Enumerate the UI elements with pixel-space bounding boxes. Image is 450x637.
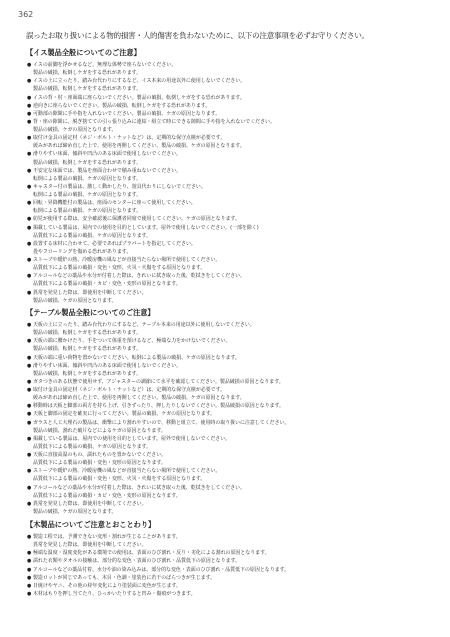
notice-line: キャスター付の製品は、激しく動かしたり、遊具代わりにしないでください。 (33, 183, 206, 190)
bullet-icon: ● (27, 354, 32, 361)
notice-subline: 転倒による製品の破損、ケガの原因となります。 (33, 175, 142, 182)
notice-item (26, 566, 431, 574)
bullet-icon: ● (27, 411, 32, 418)
notice-line: 天板と脚部の固定を確実に行ってください。製品の破損、ケガの原因となります。 (33, 411, 216, 418)
notice-item (26, 419, 431, 435)
notice-item (26, 337, 431, 353)
notice-subline: 品質低下による製品の破損・変色・変形の原因となります。 (33, 460, 166, 467)
page-number: 362 (18, 10, 34, 19)
notice-subline: 品質低下による製品の破損・カビ・変色・変形の原因となります。 (33, 281, 181, 288)
notice-line: イスの前脚を浮かせるなど、無理な体勢で座らないでください。 (33, 62, 177, 68)
notice-line: 取付け金具の固定材（ネジ・ボルト・ナットなど）は、定期的な保守点検が必要です。 (33, 135, 226, 142)
notice-line: アルコールなどの薬品や水分が付着した際は、きれいに拭き取った後、乾拭きをしてください。 (33, 273, 246, 280)
notice-subline: 製品の破損、割れた破片などによるケガの原因となります。 (33, 427, 166, 434)
notice-item (26, 590, 431, 598)
bullet-icon: ● (27, 590, 32, 597)
bullet-icon: ● (27, 582, 32, 589)
notice-subline: 品質低下による製品の破損・カビ・変色・変形の原因となります。 (33, 492, 181, 499)
bullet-icon: ● (27, 257, 32, 263)
bullet-icon: ● (27, 566, 32, 573)
bullet-icon: ● (27, 216, 32, 223)
section-title: 【テーブル製品全般についてのご注意】 (26, 308, 155, 317)
notice-line: アルコールなどの薬品や水分が付着した際は、きれいに拭き取った後、乾拭きをしてください。 (33, 484, 246, 491)
bullet-icon: ● (27, 240, 32, 247)
bullet-icon: ● (27, 322, 32, 328)
notice-subline: 異常を発見した際は、即使用を中断してください。 (33, 542, 147, 549)
bullet-icon: ● (27, 289, 32, 296)
bullet-icon: ● (27, 362, 32, 369)
notice-line: 紡児が使用する際は、安全確認後に保護者同席で使用してください。ケガの原因となります。 (33, 216, 240, 223)
section-chair (26, 48, 431, 305)
bullet-icon: ● (27, 378, 32, 385)
notice-line: ガラスと人工大理石の製品は、衝撃により割れやすいので、移動と組立て、使用時の取り扱いに注意してください。 (33, 419, 290, 426)
notice-line: 天板の端に重い荷物を置かないでください。転倒による製品の破損、ケガの原因となります。 (33, 354, 240, 361)
notice-subline: 品質低下による製品の破損、ケガの原因となります。 (33, 232, 152, 239)
bullet-icon: ● (27, 135, 32, 142)
bullet-icon: ● (27, 534, 32, 540)
notice-item (26, 272, 431, 288)
notice-item (26, 224, 431, 240)
notice-item (26, 378, 431, 386)
notice-line: 設置する床材に合わせて、必要であればプラパートを指定してください。 (33, 240, 196, 247)
notice-item (26, 386, 431, 402)
notice-line: 日焼けやヤニ、その他の経年変化により塗装面に変色が生じます。 (33, 582, 181, 589)
notice-item (26, 467, 431, 483)
bullet-icon: ● (27, 94, 32, 101)
notice-item (26, 61, 431, 77)
bullet-icon: ● (27, 167, 32, 174)
notice-subline: 製品の破損、転倒しケガをする恐れがあります。 (33, 159, 142, 166)
notice-item (26, 549, 431, 557)
bullet-icon: ● (27, 62, 32, 68)
notice-item (26, 451, 431, 467)
notice-item (26, 410, 431, 418)
notice-item (26, 321, 431, 337)
notice-item (26, 150, 431, 166)
notice-subline: 製品の破損、ケガの原因となります。 (33, 508, 117, 515)
notice-line: 異常を発見した際は、即使用を中断してください。 (33, 500, 147, 507)
bullet-icon: ● (27, 273, 32, 280)
bullet-icon: ● (27, 151, 32, 158)
notice-subline: 転倒による製品の破損、ケガの原因となります。 (33, 208, 142, 215)
notice-item (26, 215, 431, 223)
bullet-icon: ● (27, 452, 32, 458)
notice-subline: 製品の破損、転倒しケガをする恐れがあります。 (33, 346, 142, 353)
notice-item (26, 500, 431, 516)
bullet-icon: ● (27, 468, 32, 475)
bullet-icon: ● (27, 558, 32, 565)
notice-subline: 畳やフローリングを傷める恐れがあります。 (33, 248, 132, 255)
bullet-icon: ● (27, 435, 32, 442)
notice-subline: 品質低下による製品の破損、ケガの原因となります。 (33, 443, 152, 450)
notice-item (26, 199, 431, 215)
notice-item (26, 167, 431, 183)
notice-item (26, 102, 431, 110)
notice-line: 天板の端に腰かけたり、手をついて体重を預けるなど、極端な力をかけないでください。 (33, 338, 231, 345)
notice-item (26, 574, 431, 582)
notice-line: 掲載している製品は、屋内での使用を目的としています。屋外で使用しないでください。 (33, 435, 231, 442)
notice-line: イスの背・肘・座面端に座らないでください。製品の破損、転倒しケガをする恐れがあります。 (33, 94, 245, 101)
notice-line: 滑りやすい床面、傾斜や凹凸のある床面で使用しないでください。 (33, 151, 182, 158)
section-title: 【イス製品全般についてのご注意】 (26, 48, 141, 57)
bullet-icon: ● (27, 78, 32, 85)
notice-subline: 製品の破損、転倒しケガをする恐れがあります。 (33, 86, 142, 93)
notice-item (26, 77, 431, 93)
notice-line: 極端な温度・湿度変化がある環境での使用は、表面のひび割れ・反り・劣化による割れの原因となります。 (33, 550, 270, 557)
notice-line: 移動時は天板と脚部の両方を持ち上げ、引きずったり、押したりしないでください。製品破損の原因となります。 (33, 403, 284, 410)
notice-subline: 製品の破損、転倒しケガをする恐れがあります。 (33, 70, 142, 77)
bullet-icon: ● (27, 419, 32, 426)
notice-line: 取付け金具の固定材（ネジ・ボルト・ナットなど）は、定期的な保守点検が必要です。 (33, 387, 226, 393)
bullet-icon: ● (27, 387, 32, 393)
notice-line: 天板の上に立ったり、踏み台代わりにするなど、テーブル本来の用途以外に使用しないでください。 (33, 322, 255, 328)
section-wood (26, 520, 431, 598)
notice-line: アルコールなどの薬品付着、水分や油の染み込みは、部分的な変色・表面のひび割れ・品質低下の原因となります。 (33, 566, 290, 573)
notice-line: イスの上に立ったり、踏み台代わりにするなど、イス本来の用途以外に使用しないでください。 (33, 78, 246, 85)
intro-text: 誤ったお取り扱いによる物的損害・人的傷害を負わないために、以下の注意事項を必ずお守りください。 (26, 31, 369, 40)
bullet-icon: ● (27, 183, 32, 190)
notice-item (26, 134, 431, 150)
bullet-icon: ● (27, 500, 32, 507)
notice-subline: 製品の破損、ケガの原因となります。 (33, 297, 117, 304)
notice-line: ストーブや暖炉の熱、冷暖房機の風などが直接当たらない場所で使用してください。 (33, 468, 221, 475)
notice-line: 製造ロットが同じであっても、木目・色調・塗装色に若干のばらつきが生じます。 (33, 574, 216, 581)
notice-subline: 製品の破損、ケガの原因となります。 (33, 127, 117, 133)
notice-item (26, 435, 431, 451)
bullet-icon: ● (27, 403, 32, 410)
bullet-icon: ● (27, 102, 32, 109)
notice-item (26, 110, 431, 118)
notice-item (26, 354, 431, 362)
section-table (26, 308, 431, 516)
notice-subline: 転倒による製品の破損、ケガの原因となります。 (33, 192, 142, 198)
notice-line: ストーブや暖炉の熱、冷暖房機の風などが直接当たらない場所で使用してください。 (33, 257, 221, 263)
notice-line: 製造工程では、予測できない変形・割れが生じることがあります。 (33, 534, 181, 540)
notice-subline: 緩みがあれば締め直した上で、使用を再開してください。製品の破損、ケガの原因となります。 (33, 395, 245, 402)
notice-line: 天板に直接高温のもの、濡れたものを置かないでください。 (33, 452, 167, 458)
notice-line: 濡れた衣類やタオルの接触は、部分的な変色・表面のひび割れ・品質低下の原因となります。 (33, 558, 240, 565)
notice-item (26, 484, 431, 500)
notice-line: ガタつきのある状態で使用せず、アジャスターの調節にて水平を確認してください。製品破損の原因となります。 (33, 378, 284, 385)
notice-item (26, 94, 431, 102)
bullet-icon: ● (27, 550, 32, 557)
notice-item (26, 289, 431, 305)
notice-line: 背・座の隙間に、脱ぎ捨てての引っ張り込みに連結・組立て時にできる隙間に手や指を入れないでください。 (33, 118, 275, 125)
notice-item (26, 183, 431, 199)
notice-line: 可動部の隙間に手や指を入れないでください。製品の破損、ケガの原因となります。 (33, 110, 221, 117)
notice-line: 不安定な床面では、製品を座面合わせで積み重ねないでください。 (33, 167, 182, 174)
notice-line: 逆向きに座らないでください。製品の破損、転倒しケガをする恐れがあります。 (33, 102, 211, 109)
notice-line: 異常を発見した際は、即使用を中断してください。 (33, 289, 147, 296)
bullet-icon: ● (27, 118, 32, 125)
notice-item (26, 582, 431, 590)
notice-item (26, 240, 431, 256)
bullet-icon: ● (27, 200, 32, 207)
notice-subline: 緩みがあれば締め直した上で、使用を再開してください。製品の破損、ケガの原因となります。 (33, 143, 245, 150)
notice-item (26, 118, 431, 134)
notice-item (26, 557, 431, 565)
section-title: 【木製品についてご注意とおことわり】 (26, 520, 156, 529)
bullet-icon: ● (27, 110, 32, 117)
notice-subline: 品質低下による製品の破損・変色・変形、火災・火傷をする原因となります。 (33, 476, 206, 483)
notice-subline: 製品の破損、転倒しケガをする恐れがあります。 (33, 370, 142, 377)
notice-line: 滑りやすい床面、傾斜や凹凸のある床面で使用しないでください。 (33, 362, 182, 369)
notice-line: 木材はもりを押し当てたり、ひっかいたりすると凹み・傷痕がつきます。 (33, 590, 196, 597)
notice-item (26, 256, 431, 272)
bullet-icon: ● (27, 484, 32, 491)
notice-item (26, 533, 431, 549)
notice-item (26, 402, 431, 410)
notice-subline: 品質低下による製品の破損・変色・変形、火災・火傷をする原因となります。 (33, 265, 206, 272)
notice-subline: 製品の破損、転倒しケガをする恐れがあります。 (33, 330, 142, 337)
notice-line: 回転・昇降機能付の製品は、座面のセンターに座って使用してください。 (33, 200, 196, 207)
bullet-icon: ● (27, 224, 32, 231)
notice-item (26, 362, 431, 378)
notice-line: 掲載している製品は、屋内での使用を目的としています。屋外で使用しないでください。(一部を除く) (33, 224, 259, 231)
bullet-icon: ● (27, 338, 32, 345)
bullet-icon: ● (27, 574, 32, 581)
